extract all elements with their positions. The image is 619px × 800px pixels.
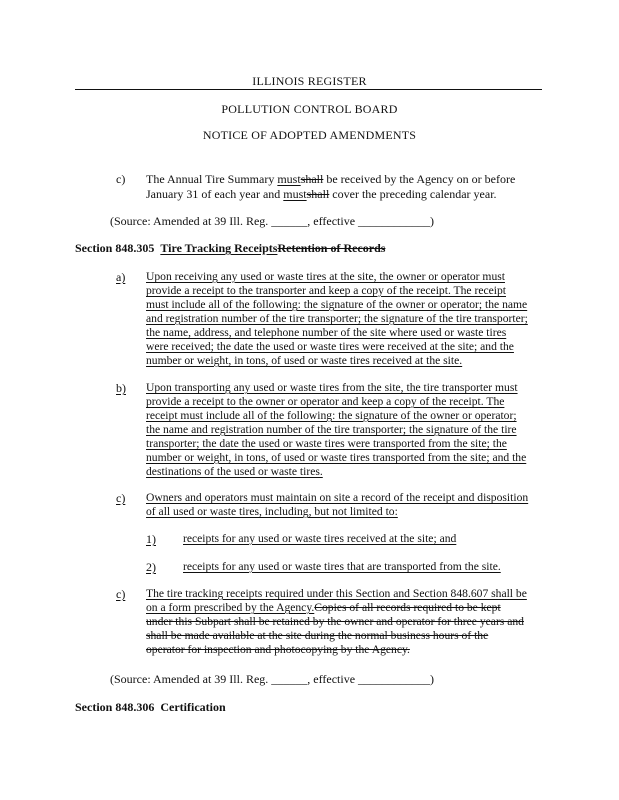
section-heading-306: Section 848.306 Certification: [75, 700, 226, 714]
deleted-text: Retention of Records: [277, 241, 386, 255]
inserted-text: Tire Tracking Receipts: [160, 241, 278, 255]
deleted-text: shall: [306, 187, 330, 201]
board-title: POLLUTION CONTROL BOARD: [221, 102, 398, 116]
item-b-label: b): [116, 381, 126, 395]
item-c-sub2-label: 2): [146, 560, 156, 574]
item-a-label: a): [116, 270, 126, 284]
item-c-summary-line-1: The Annual Tire Summary mustshall be received by the Agency on or before: [146, 172, 516, 186]
item-c-summary-line-2: January 31 of each year and mustshall cover the preceding calendar year.: [146, 187, 497, 201]
item-a-text: Upon receiving any used or waste tires at the site, the owner or operator must provide a receipt to the transporter and keep a copy of the receipt. The receipt must include all of the following: the signature of the owner or operator; the name and registration number of the tire transporter; the signature of the tire transporter; the name, address, and telephone number of the site where used or waste tires were received; the date the used or waste tires were received at the site; and the number or weight, in tons, of used or waste tires received at the site.: [146, 270, 528, 367]
notice-title: NOTICE OF ADOPTED AMENDMENTS: [202, 128, 417, 142]
source-note-2: (Source: Amended at 39 Ill. Reg. ______, effective ____________): [110, 672, 435, 686]
register-title: ILLINOIS REGISTER: [252, 74, 367, 88]
item-d-text: The tire tracking receipts required under this Section and Section 848.607 shall be on a form prescribed by the Agency.Copies of all records required to be kept under this Subpart shall be retained by the owner and operator for three years and shall be made available at the site during the normal business hours of the operator for inspection and photocopying by the Agency.: [146, 587, 527, 656]
header-rule: [75, 89, 542, 90]
item-b-text: Upon transporting any used or waste tires from the site, the tire transporter must provide a receipt to the owner or operator and keep a copy of the receipt. The receipt must include all of the following: the signature of the owner or operator; the name and registration number of the tire transporter; the signature of the tire transporter; the date the used or waste tires were transported from the site; the number or weight, in tons, of used or waste tires transported from the site; and the destinations of the used or waste tires.: [146, 381, 527, 478]
deleted-text: Copies of all records required to be kept: [314, 601, 501, 614]
section-heading-305: Section 848.305 Tire Tracking ReceiptsRetention of Records: [75, 241, 386, 255]
item-c-label: c): [116, 491, 126, 505]
inserted-text: must: [283, 187, 307, 201]
item-c-sub1-text: receipts for any used or waste tires received at the site; and: [183, 532, 457, 545]
item-c-text: Owners and operators must maintain on site a record of the receipt and disposition of all used or waste tires, including, but not limited to:: [146, 491, 529, 518]
inserted-text: must: [277, 172, 301, 186]
item-c-sub1-label: 1): [146, 532, 156, 546]
item-d-label: c): [116, 587, 126, 601]
item-c-summary-label: c): [116, 172, 126, 186]
deleted-text: shall: [300, 172, 324, 186]
source-note-1: (Source: Amended at 39 Ill. Reg. ______, effective ____________): [110, 214, 435, 228]
inserted-text: on a form prescribed by the Agency.: [146, 601, 315, 614]
item-c-sub2-text: receipts for any used or waste tires that are transported from the site.: [183, 560, 501, 573]
